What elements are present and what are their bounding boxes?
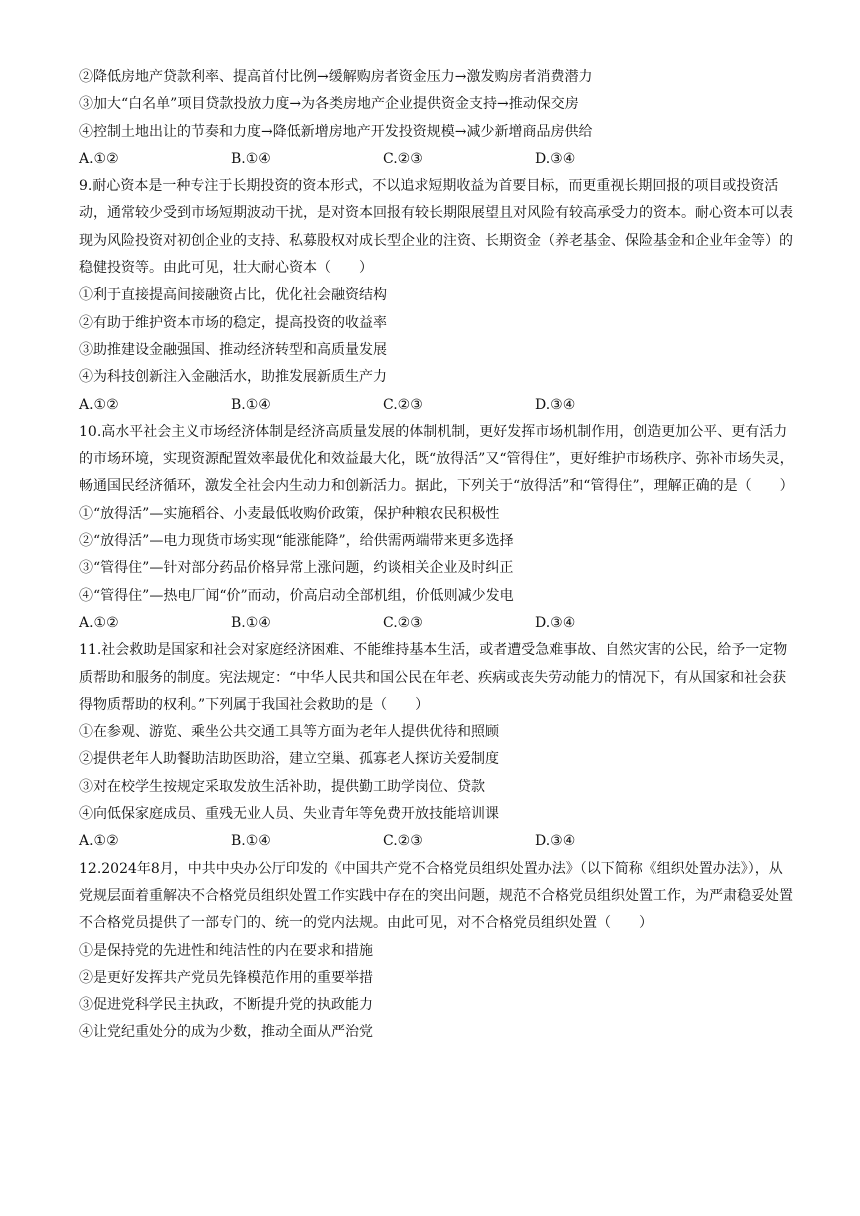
q8-item-4: ④控制土地出让的节奏和力度→降低新增房地产开发投资规模→减少新增商品房供给 xyxy=(79,123,593,140)
q9-item-3: ③助推建设金融强国、推动经济转型和高质量发展 xyxy=(79,341,387,358)
q9-stem: 9.耐心资本是一种专注于长期投资的资本形式，不以追求短期收益为首要目标，而更重视长期回报的项目或投资活动，通常较少受到市场短期波动干扰，是对资本回报有较长期限展望且对风险有较高承受力的资本。耐心资本可以表现为风险投资对初创企业的支持、私募股权对成长型企业的注资、长期资金（养老基金、保险基金和企业年金等）的稳健投资等。由此可见，壮大耐心资本（ ） xyxy=(79,178,793,277)
q11-option-d[interactable]: D.③④ xyxy=(535,833,576,850)
question-11 xyxy=(79,637,794,855)
q9-item-4: ④为科技创新注入金融活水，助推发展新质生产力 xyxy=(79,369,387,386)
q9-options xyxy=(79,392,794,419)
q12-item-4: ④让党纪重处分的成为少数，推动全面从严治党 xyxy=(79,1024,373,1041)
question-10 xyxy=(79,419,794,637)
q10-stem: 10.高水平社会主义市场经济体制是经济高质量发展的体制机制，更好发挥市场机制作用，创造更加公平、更有活力的市场环境，实现资源配置效率最优化和效益最大化，既“放得活”又“管得住”，更好维护市场秩序、弥补市场失灵，畅通国民经济循环，激发全社会内生动力和创新活力。据此，下列关于“放得活”和“管得住”，理解正确的是（ ） xyxy=(79,423,794,495)
q11-option-c[interactable]: C.②③ xyxy=(383,833,423,850)
q10-option-d[interactable]: D.③④ xyxy=(535,614,576,631)
q12-item-2: ②是更好发挥共产党员先锋模范作用的重要举措 xyxy=(79,969,373,986)
q12-item-1: ①是保持党的先进性和纯洁性的内在要求和措施 xyxy=(79,942,373,959)
q12-stem: 12.2024年8月，中共中央办公厅印发的《中国共产党不合格党员组织处置办法》（以下简称《组织处置办法》），从党规层面着重解决不合格党员组织处置工作实践中存在的突出问题，规范不合格党员组织处置工作，为严肃稳妥处置不合格党员提供了一部专门的、统一的党内法规。由此可见，对不合格党员组织处置（ ） xyxy=(79,860,793,932)
q9-option-d[interactable]: D.③④ xyxy=(535,396,576,413)
q10-options xyxy=(79,610,794,637)
q10-item-4: ④“管得住”—热电厂闻“价”而动，价高启动全部机组，价低则减少发电 xyxy=(79,587,514,604)
question-12 xyxy=(79,856,794,1047)
q9-option-b[interactable]: B.①④ xyxy=(231,396,271,413)
q11-option-b[interactable]: B.①④ xyxy=(231,833,271,850)
q10-item-2: ②“放得活”—电力现货市场实现“能涨能降”，给供需两端带来更多选择 xyxy=(79,533,514,550)
q8-options xyxy=(79,146,794,173)
q9-item-1: ①利于直接提高间接融资占比，优化社会融资结构 xyxy=(79,287,387,304)
q10-option-a[interactable]: A.①② xyxy=(79,614,119,631)
q11-stem: 11.社会救助是国家和社会对家庭经济困难、不能维持基本生活，或者遭受急难事故、自然灾害的公民，给予一定物质帮助和服务的制度。宪法规定：“中华人民共和国公民在年老、疾病或丧失劳动能力的情况下，有从国家和社会获得物质帮助的权利。”下列属于我国社会救助的是（ ） xyxy=(79,642,788,713)
q9-item-2: ②有助于维护资本市场的稳定，提高投资的收益率 xyxy=(79,314,387,331)
q11-option-a[interactable]: A.①② xyxy=(79,833,119,850)
q8-item-3: ③加大“白名单”项目贷款投放力度→为各类房地产企业提供资金支持→推动保交房 xyxy=(79,96,579,113)
q8-option-a[interactable]: A.①② xyxy=(79,150,119,167)
q8-option-b[interactable]: B.①④ xyxy=(231,150,271,167)
q9-option-a[interactable]: A.①② xyxy=(79,396,119,413)
q10-item-3: ③“管得住”—针对部分药品价格异常上涨问题，约谈相关企业及时纠正 xyxy=(79,560,514,577)
exam-page xyxy=(79,64,794,1047)
q11-item-4: ④向低保家庭成员、重残无业人员、失业青年等免费开放技能培训课 xyxy=(79,806,499,823)
question-9 xyxy=(79,173,794,419)
q11-item-1: ①在参观、游览、乘坐公共交通工具等方面为老年人提供优待和照顾 xyxy=(79,724,499,741)
q9-option-c[interactable]: C.②③ xyxy=(383,396,423,413)
q8-option-d[interactable]: D.③④ xyxy=(535,150,576,167)
q10-item-1: ①“放得活”—实施稻谷、小麦最低收购价政策，保护种粮农民积极性 xyxy=(79,505,500,522)
q10-option-c[interactable]: C.②③ xyxy=(383,614,423,631)
q11-item-2: ②提供老年人助餐助洁助医助浴，建立空巢、孤寡老人探访关爱制度 xyxy=(79,751,499,768)
q11-options xyxy=(79,828,794,855)
q11-item-3: ③对在校学生按规定采取发放生活补助，提供勤工助学岗位、贷款 xyxy=(79,778,485,795)
q8-item-2: ②降低房地产贷款利率、提高首付比例→缓解购房者资金压力→激发购房者消费潜力 xyxy=(79,69,593,85)
q10-option-b[interactable]: B.①④ xyxy=(231,614,271,631)
q8-option-c[interactable]: C.②③ xyxy=(383,150,423,167)
q12-item-3: ③促进党科学民主执政，不断提升党的执政能力 xyxy=(79,997,373,1014)
question-8 xyxy=(79,64,794,173)
